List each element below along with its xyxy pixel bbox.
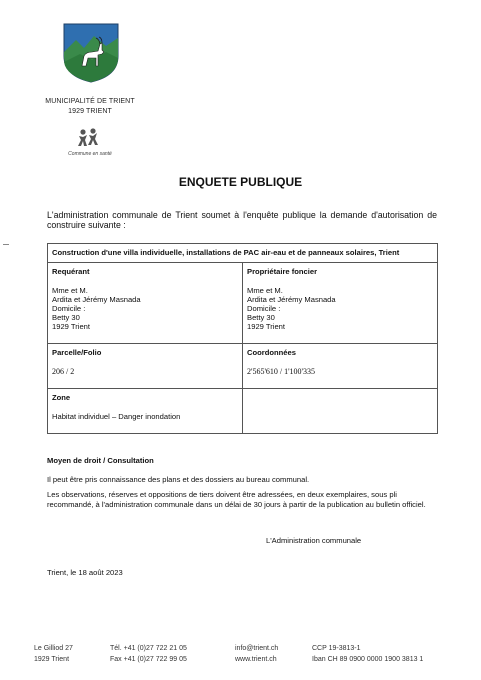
signoff: L'Administration communale [266, 536, 362, 545]
applicant-line-5: 1929 Trient [52, 322, 90, 331]
coordinates-value: 2'565'610 / 1'100'335 [247, 367, 315, 376]
footer-contact [235, 643, 278, 665]
municipality-name [20, 97, 160, 117]
parcel-cell [48, 344, 243, 389]
applicant-line-3: Domicile : [52, 304, 86, 313]
parcel-value: 206 / 2 [52, 367, 75, 376]
municipality-crest-logo [62, 22, 120, 84]
applicant-line-2: Ardita et Jérémy Masnada [52, 295, 141, 304]
fold-mark [3, 244, 9, 245]
applicant-heading: Requérant [52, 267, 90, 276]
footer-phone-number: Tél. +41 (0)27 722 21 05 [110, 645, 187, 652]
health-commune-logo [76, 128, 100, 148]
legal-paragraph-2: Les observations, réserves et oppositions de tiers doivent être adressées, en deux exemplaires, sous pli recommandé, à l'administration communale dans un délai de 30 jours à partir de la publication au bulletin officiel. [47, 490, 426, 509]
municipality-line-2: 1929 TRIENT [68, 108, 112, 115]
owner-cell [243, 263, 438, 344]
project-description: Construction d'une villa individuelle, installations de PAC air-eau et de panneaux solaires, Trient [48, 244, 438, 263]
zone-value: Habitat individuel – Danger inondation [52, 412, 181, 421]
applicant-line-4: Betty 30 [52, 313, 80, 322]
owner-line-4: Betty 30 [247, 313, 275, 322]
footer-address [34, 643, 73, 665]
footer-bank [312, 643, 423, 665]
municipality-line-1: MUNICIPALITÉ DE TRIENT [45, 98, 135, 105]
page-title: ENQUETE PUBLIQUE [178, 175, 303, 189]
owner-line-3: Domicile : [247, 304, 281, 313]
legal-heading: Moyen de droit / Consultation [47, 456, 154, 465]
owner-line-1: Mme et M. [247, 286, 283, 295]
footer-email: info@trient.ch [235, 645, 279, 652]
applicant-cell [48, 263, 243, 344]
zone-cell [48, 389, 243, 434]
parcel-heading: Parcelle/Folio [52, 348, 102, 357]
health-commune-label: Commune en santé [68, 151, 112, 157]
place-date: Trient, le 18 août 2023 [47, 568, 123, 577]
applicant-line-1: Mme et M. [52, 286, 88, 295]
owner-heading: Propriétaire foncier [247, 267, 318, 276]
footer-iban: Iban CH 89 0900 0000 1900 3813 1 [312, 656, 424, 663]
footer-ccp: CCP 19-3813-1 [312, 645, 361, 652]
empty-cell [243, 389, 438, 434]
legal-paragraph-1: Il peut être pris connaissance des plans et des dossiers au bureau communal. [47, 475, 310, 484]
footer-fax-number: Fax +41 (0)27 722 99 05 [110, 656, 187, 663]
coordinates-cell [243, 344, 438, 389]
footer-address-line-1: Le Gilliod 27 [34, 645, 73, 652]
footer-phone [110, 643, 187, 665]
zone-heading: Zone [52, 393, 71, 402]
footer-website: www.trient.ch [235, 656, 277, 663]
owner-line-5: 1929 Trient [247, 322, 285, 331]
project-details-table [47, 243, 438, 434]
footer-address-line-2: 1929 Trient [34, 656, 70, 663]
intro-paragraph: L'administration communale de Trient soumet à l'enquête publique la demande d'autorisation de construire suivante : [47, 210, 437, 230]
coordinates-heading: Coordonnées [247, 348, 296, 357]
owner-line-2: Ardita et Jérémy Masnada [247, 295, 336, 304]
